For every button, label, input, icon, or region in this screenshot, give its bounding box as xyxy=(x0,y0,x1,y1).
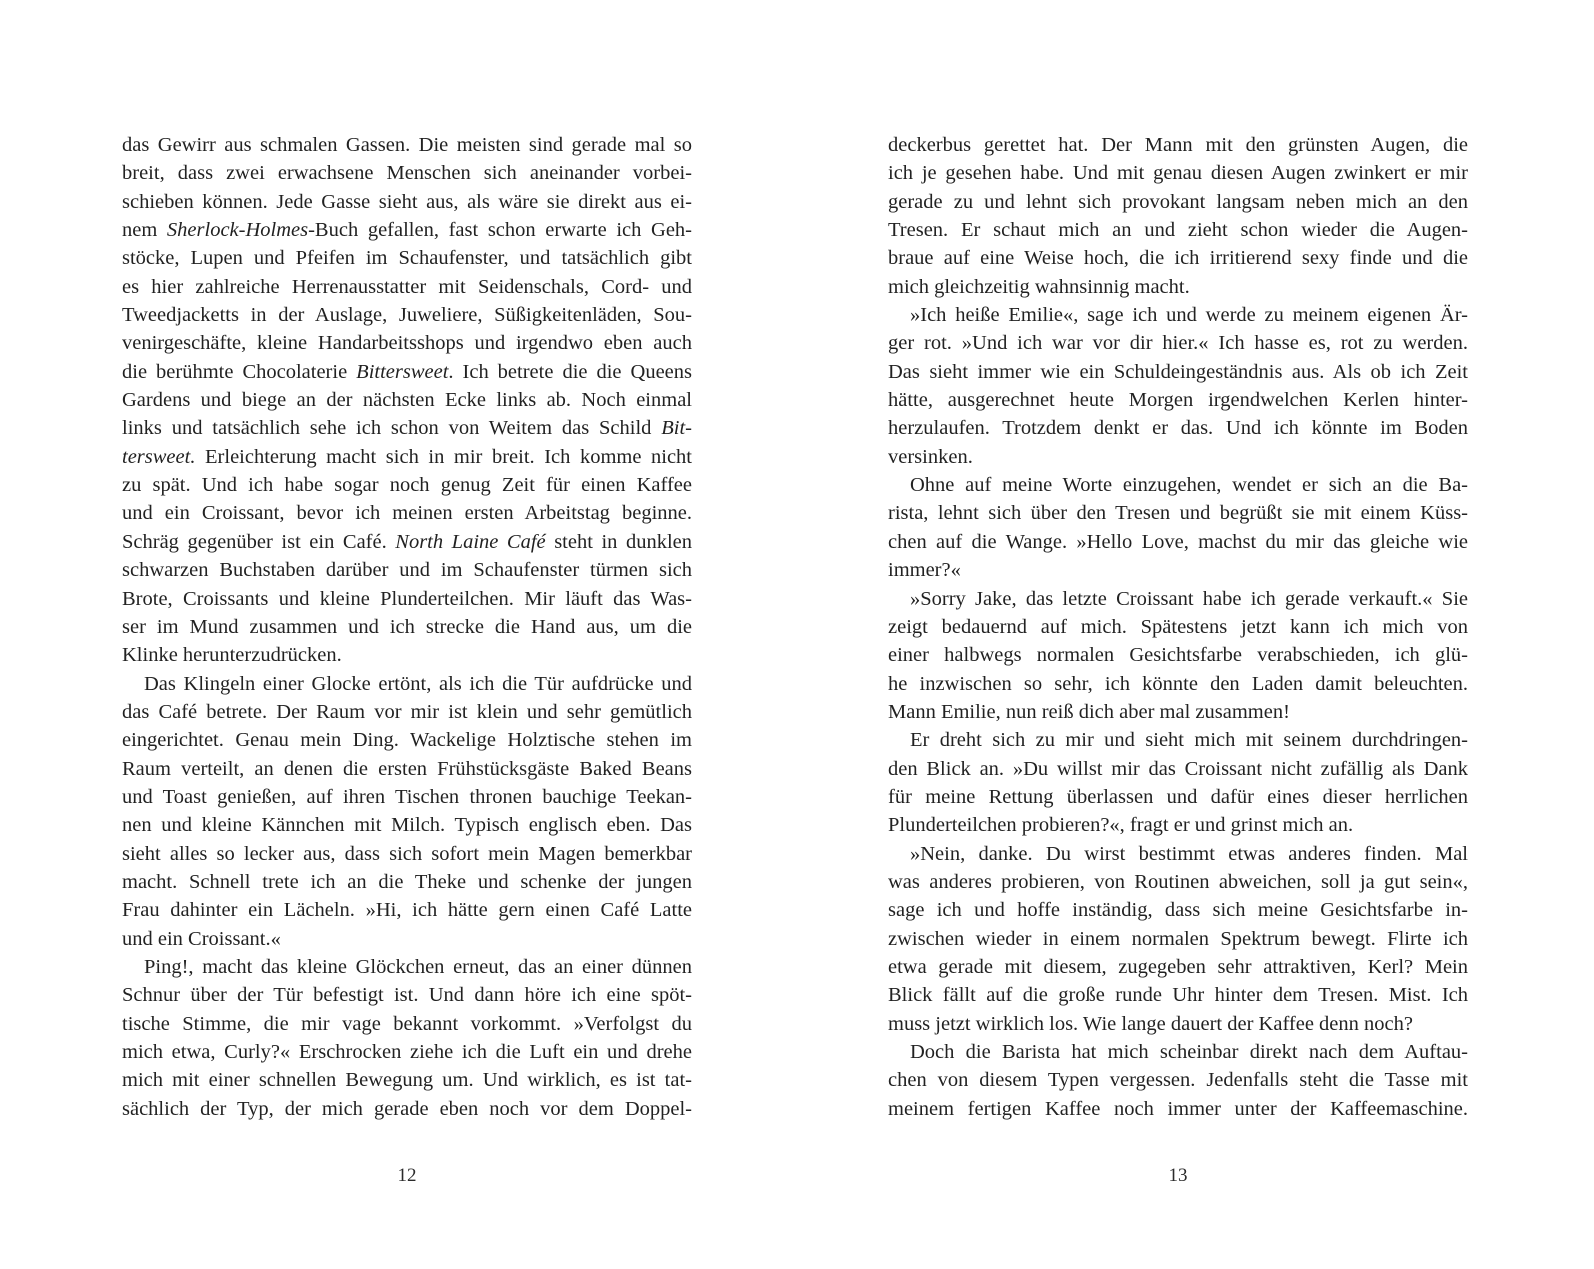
text-run: die berühmte Chocolaterie xyxy=(122,360,357,383)
text-run: herzulaufen. Trotzdem denkt er das. Und ich könnte im Boden xyxy=(888,417,1468,440)
text-line xyxy=(888,783,1468,811)
text-run: braue auf eine Weise hoch, die ich irritierend sexy finde und die xyxy=(888,247,1468,270)
text-run: Das Klingeln einer Glocke ertönt, als ich die Tür aufdrücke und xyxy=(144,672,692,695)
text-run: chen von diesem Typen vergessen. Jedenfalls steht die Tasse mit xyxy=(888,1069,1468,1092)
text-run: Er dreht sich zu mir und sieht mich mit seinem durchdringen- xyxy=(910,729,1468,752)
text-run: und ein Croissant, bevor ich meinen ersten Arbeitstag beginne. xyxy=(122,502,692,525)
text-run: ser im Mund zusammen und ich strecke die Hand aus, um die xyxy=(122,615,692,638)
text-line xyxy=(888,1010,1468,1038)
text-run: das Gewirr aus schmalen Gassen. Die meisten sind gerade mal so xyxy=(122,134,692,156)
text-line xyxy=(122,613,692,641)
page-text xyxy=(888,131,1468,1123)
text-line xyxy=(122,414,692,442)
text-line xyxy=(122,499,692,527)
text-line xyxy=(122,471,692,499)
text-line xyxy=(888,556,1468,584)
text-line xyxy=(122,273,692,301)
text-run: chen auf die Wange. »Hello Love, machst du mir das gleiche wie xyxy=(888,530,1468,553)
text-run: mich mit einer schnellen Bewegung um. Und wirklich, es ist tat- xyxy=(122,1069,692,1092)
text-line xyxy=(888,726,1468,754)
text-line xyxy=(122,386,692,414)
page-number: 12 xyxy=(397,1165,417,1186)
text-line xyxy=(888,443,1468,471)
text-line xyxy=(122,244,692,272)
text-run: versinken. xyxy=(888,445,973,468)
text-line xyxy=(888,811,1468,839)
text-run: eingerichtet. Genau mein Ding. Wackelige Holztische stehen im xyxy=(122,729,692,752)
text-line xyxy=(122,726,692,754)
text-line xyxy=(122,216,692,244)
text-line xyxy=(122,556,692,584)
text-line xyxy=(122,131,692,159)
text-run: zwischen wieder in einem normalen Spektrum bewegt. Flirte ich xyxy=(888,927,1468,950)
text-line xyxy=(888,585,1468,613)
text-line xyxy=(888,329,1468,357)
text-line xyxy=(888,244,1468,272)
page-left xyxy=(122,131,692,1231)
text-line xyxy=(122,755,692,783)
text-line xyxy=(888,896,1468,924)
text-run: Plunderteilchen probieren?«, fragt er und grinst mich an. xyxy=(888,814,1354,837)
text-line xyxy=(888,471,1468,499)
text-line xyxy=(888,670,1468,698)
text-line xyxy=(888,1095,1468,1123)
text-run: ger rot. »Und ich war vor dir hier.« Ich hasse es, rot zu werden. xyxy=(888,332,1468,355)
text-line xyxy=(122,159,692,187)
text-line xyxy=(888,131,1468,159)
text-line xyxy=(122,358,692,386)
text-run: »Nein, danke. Du wirst bestimmt etwas anderes finden. Mal xyxy=(910,842,1468,865)
italic-text-run: Bittersweet xyxy=(356,360,449,383)
text-run: sächlich der Typ, der mich gerade eben noch vor dem Doppel- xyxy=(122,1097,692,1120)
text-line xyxy=(888,613,1468,641)
text-run: macht. Schnell trete ich an die Theke und schenke der jungen xyxy=(122,870,692,893)
text-line xyxy=(888,358,1468,386)
text-line xyxy=(122,953,692,981)
text-line xyxy=(888,273,1468,301)
text-run: für meine Rettung überlassen und dafür eines dieser herrlichen xyxy=(888,785,1468,808)
text-run: ich je gesehen habe. Und mit genau diesen Augen zwinkert er mir xyxy=(888,162,1468,185)
text-run: zeigt bedauernd auf mich. Spätestens jetzt kann ich mich von xyxy=(888,615,1468,638)
text-line xyxy=(122,698,692,726)
text-line xyxy=(888,386,1468,414)
text-run: he inzwischen so sehr, ich könnte den Laden damit beleuchten. xyxy=(888,672,1468,695)
text-run: sage ich und hoffe inständig, dass sich meine Gesichtsfarbe in- xyxy=(888,899,1468,922)
text-run: und ein Croissant.« xyxy=(122,927,281,950)
text-run: immer?« xyxy=(888,559,961,582)
text-run: »Sorry Jake, das letzte Croissant habe ich gerade verkauft.« Sie xyxy=(910,587,1468,610)
text-line xyxy=(122,329,692,357)
text-run: schieben können. Jede Gasse sieht aus, als wäre sie direkt aus ei- xyxy=(122,190,692,213)
text-run: gerade zu und lehnt sich provokant langsam neben mich an den xyxy=(888,190,1468,213)
text-run: stöcke, Lupen und Pfeifen im Schaufenster, und tatsächlich gibt xyxy=(122,247,692,270)
text-run: sieht alles so lecker aus, dass sich sofort mein Magen bemerkbar xyxy=(122,842,692,865)
text-line xyxy=(888,528,1468,556)
text-line xyxy=(122,840,692,868)
text-line xyxy=(122,1010,692,1038)
text-line xyxy=(888,840,1468,868)
text-run: Das sieht immer wie ein Schuldeingeständnis aus. Als ob ich Zeit xyxy=(888,360,1468,383)
text-line xyxy=(888,925,1468,953)
text-run: Frau dahinter ein Lächeln. »Hi, ich hätte gern einen Café Latte xyxy=(122,899,692,922)
page-right xyxy=(888,131,1468,1231)
text-run: Ohne auf meine Worte einzugehen, wendet er sich an die Ba- xyxy=(910,474,1468,497)
text-run: mich gleichzeitig wahnsinnig macht. xyxy=(888,275,1190,298)
page-text xyxy=(122,131,692,1123)
text-line xyxy=(122,585,692,613)
text-line xyxy=(122,641,692,669)
text-line xyxy=(122,301,692,329)
text-run: nem xyxy=(122,219,167,242)
text-run: steht in dunklen xyxy=(545,530,692,553)
text-run: Klinke herunterzudrücken. xyxy=(122,644,342,667)
text-run: mich etwa, Curly?« Erschrocken ziehe ich die Luft ein und drehe xyxy=(122,1041,692,1063)
text-line xyxy=(888,868,1468,896)
text-run: muss jetzt wirklich los. Wie lange dauert der Kaffee denn noch? xyxy=(888,1012,1413,1035)
text-run: Gardens und biege an der nächsten Ecke links ab. Noch einmal xyxy=(122,389,692,412)
text-line xyxy=(888,981,1468,1009)
text-run: Schnur über der Tür befestigt ist. Und dann höre ich eine spöt- xyxy=(122,984,692,1007)
text-run: was anderes probieren, von Routinen abweichen, soll ja gut sein«, xyxy=(888,870,1468,893)
italic-text-run: tersweet. xyxy=(122,445,196,468)
text-run: venirgeschäfte, kleine Handarbeitsshops und irgendwo eben auch xyxy=(122,332,692,355)
text-run: Mann Emilie, nun reiß dich aber mal zusammen! xyxy=(888,700,1290,723)
italic-text-run: Bit- xyxy=(661,417,692,440)
text-line xyxy=(122,783,692,811)
text-line xyxy=(888,698,1468,726)
text-line xyxy=(122,981,692,1009)
text-line xyxy=(888,301,1468,329)
text-line xyxy=(122,670,692,698)
text-line xyxy=(888,499,1468,527)
text-run: und Toast genießen, auf ihren Tischen thronen bauchige Teekan- xyxy=(122,785,692,808)
italic-text-run: Sherlock-Holmes xyxy=(166,219,309,242)
text-run: hätte, ausgerechnet heute Morgen irgendwelchen Kerlen hinter- xyxy=(888,389,1468,412)
text-line xyxy=(122,188,692,216)
text-line xyxy=(888,414,1468,442)
text-line xyxy=(122,896,692,924)
text-run: es hier zahlreiche Herrenausstatter mit Seidenschals, Cord- und xyxy=(122,275,692,298)
text-line xyxy=(122,1095,692,1123)
text-run: meinem fertigen Kaffee noch immer unter der Kaffeemaschine. xyxy=(888,1097,1468,1120)
text-run: Erleichterung macht sich in mir breit. Ich komme nicht xyxy=(195,445,692,468)
italic-text-run: North Laine Café xyxy=(395,530,546,553)
text-run: Brote, Croissants und kleine Plunderteilchen. Mir läuft das Was- xyxy=(122,587,692,610)
text-run: tische Stimme, die mir vage bekannt vorkommt. »Verfolgst du xyxy=(122,1012,692,1035)
text-run: Schräg gegenüber ist ein Café. xyxy=(122,530,396,553)
text-run: Blick fällt auf die große runde Uhr hinter dem Tresen. Mist. Ich xyxy=(888,984,1468,1007)
text-run: rista, lehnt sich über den Tresen und begrüßt sie mit einem Küss- xyxy=(888,502,1468,525)
text-line xyxy=(122,811,692,839)
text-line xyxy=(122,1066,692,1094)
text-run: »Ich heiße Emilie«, sage ich und werde zu meinem eigenen Är- xyxy=(910,304,1468,327)
text-run: Ping!, macht das kleine Glöckchen erneut, das an einer dünnen xyxy=(144,955,692,978)
text-run: das Café betrete. Der Raum vor mir ist klein und sehr gemütlich xyxy=(122,700,692,723)
text-run: den Blick an. »Du willst mir das Croissant nicht zufällig als Dank xyxy=(888,757,1468,780)
text-run: Tweedjacketts in der Auslage, Juweliere, Süßigkeitenläden, Sou- xyxy=(122,304,692,327)
text-line xyxy=(888,159,1468,187)
page-number: 13 xyxy=(1168,1165,1188,1186)
text-line xyxy=(888,188,1468,216)
text-run: -Buch gefallen, fast schon erwarte ich Geh- xyxy=(308,219,692,242)
text-run: deckerbus gerettet hat. Der Mann mit den grünsten Augen, die xyxy=(888,134,1468,156)
text-line xyxy=(122,528,692,556)
text-line xyxy=(122,925,692,953)
text-line xyxy=(888,1066,1468,1094)
text-run: Raum verteilt, an denen die ersten Frühstücksgäste Baked Beans xyxy=(122,757,692,780)
text-line xyxy=(888,1038,1468,1066)
text-run: Doch die Barista hat mich scheinbar direkt nach dem Auftau- xyxy=(910,1041,1468,1063)
text-run: links und tatsächlich sehe ich schon von Weitem das Schild xyxy=(122,417,662,440)
text-line xyxy=(888,755,1468,783)
text-run: einer halbwegs normalen Gesichtsfarbe verabschieden, ich glü- xyxy=(888,644,1468,667)
text-run: Tresen. Er schaut mich an und zieht schon wieder die Augen- xyxy=(888,219,1468,242)
text-line xyxy=(888,953,1468,981)
text-run: breit, dass zwei erwachsene Menschen sich aneinander vorbei- xyxy=(122,162,692,185)
text-run: etwa gerade mit diesem, zugegeben sehr attraktiven, Kerl? Mein xyxy=(888,955,1468,978)
text-line xyxy=(888,641,1468,669)
text-run: . Ich betrete die die Queens xyxy=(448,360,692,383)
text-line xyxy=(122,1038,692,1066)
text-run: schwarzen Buchstaben darüber und im Schaufenster türmen sich xyxy=(122,559,692,582)
text-line xyxy=(122,443,692,471)
text-line xyxy=(888,216,1468,244)
text-run: nen und kleine Kännchen mit Milch. Typisch englisch eben. Das xyxy=(122,814,692,837)
text-line xyxy=(122,868,692,896)
text-run: zu spät. Und ich habe sogar noch genug Zeit für einen Kaffee xyxy=(122,474,692,497)
